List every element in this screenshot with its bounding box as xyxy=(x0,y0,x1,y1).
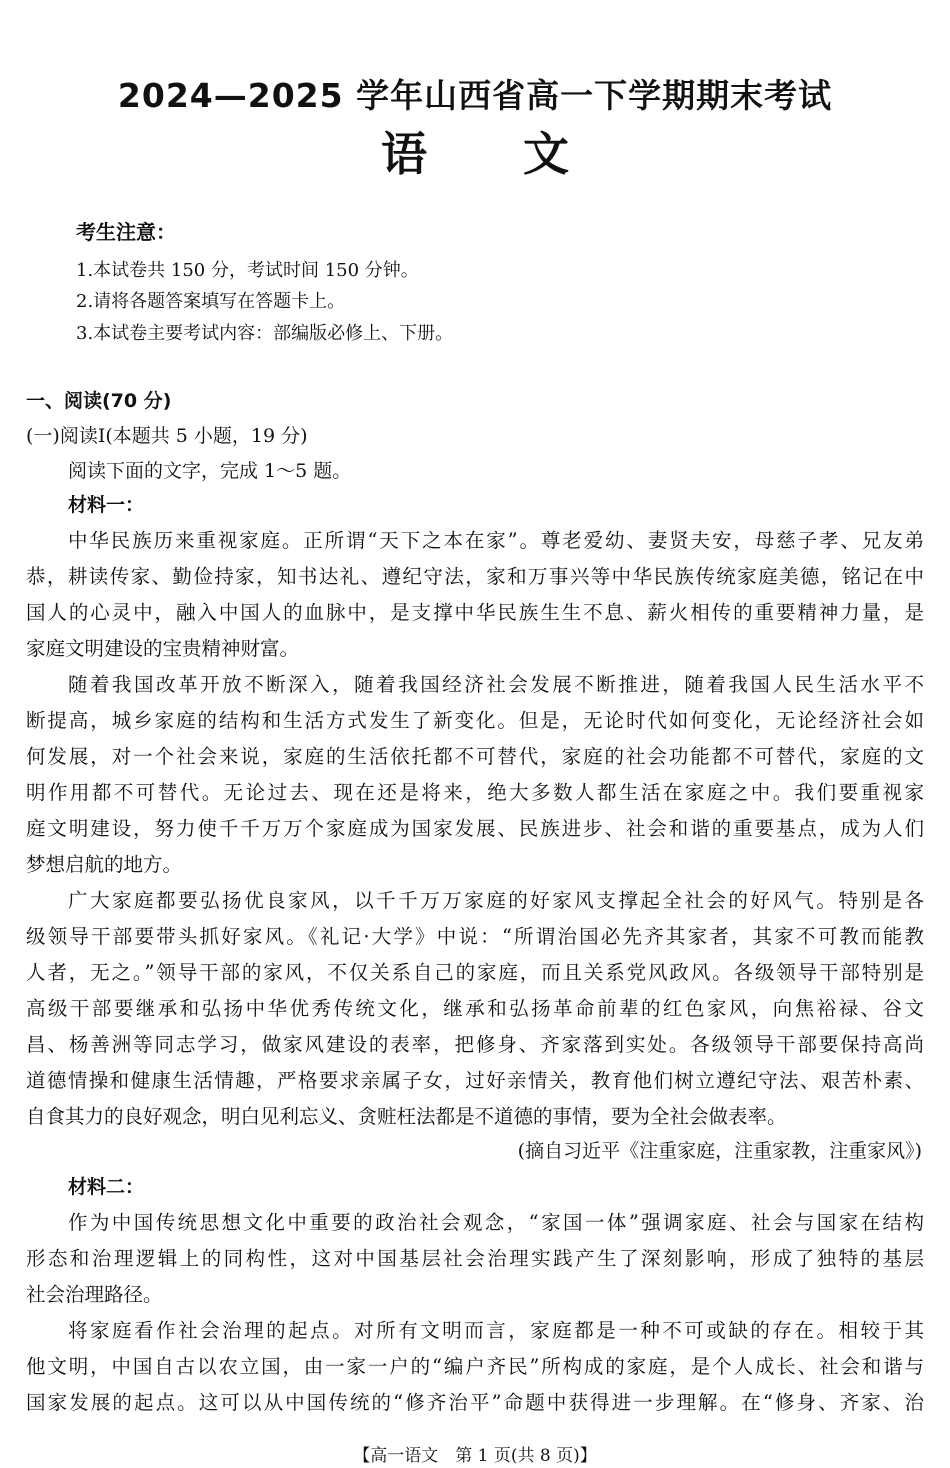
paragraph-line: 广大家庭都要弘扬优良家风，以千千万万家庭的好家风支撑起全社会的好风气。特别是各 xyxy=(68,889,924,912)
paragraph-line: 将家庭看作社会治理的起点。对所有文明而言，家庭都是一种不可或缺的存在。相较于其 xyxy=(68,1319,924,1342)
paragraph-line: 恭，耕读传家、勤俭持家，知书达礼、遵纪守法，家和万事兴等中华民族传统家庭美德，铭记在中 xyxy=(26,565,924,588)
paragraph-line: 人者，无之。”领导干部的家风，不仅关系自己的家庭，而且关系党风政风。各级领导干部特别是 xyxy=(26,961,924,984)
paragraph-line: 庭文明建设，努力使千千万万个家庭成为国家发展、民族进步、社会和谐的重要基点，成为人们 xyxy=(26,817,924,840)
notice-item: 3.本试卷主要考试内容：部编版必修上、下册。 xyxy=(76,323,454,344)
paragraph-line: 高级干部要继承和弘扬中华优秀传统文化，继承和弘扬革命前辈的红色家风，向焦裕禄、谷文 xyxy=(26,997,924,1020)
paragraph-line: 道德情操和健康生活情趣，严格要求亲属子女，过好亲情关，教育他们树立遵纪守法、艰苦朴素、 xyxy=(26,1069,924,1092)
paragraph-line: 作为中国传统思想文化中重要的政治社会观念，“家国一体”强调家庭、社会与国家在结构 xyxy=(68,1211,924,1234)
paragraph-line: 昌、杨善洲等同志学习，做家风建设的表率，把修身、齐家落到实处。各级领导干部要保持高尚 xyxy=(26,1033,924,1056)
material-one-label: 材料一： xyxy=(68,494,145,516)
subject-title: 语文 xyxy=(381,127,665,181)
paragraph-line: 何发展，对一个社会来说，家庭的生活依托都不可替代，家庭的社会功能都不可替代，家庭的文 xyxy=(26,745,924,768)
paragraph-line: 国家发展的起点。这可以从中国传统的“修齐治平”命题中获得进一步理解。在“修身、齐家、治 xyxy=(26,1391,924,1414)
notice-heading: 考生注意： xyxy=(76,220,176,244)
paragraph-line: 中华民族历来重视家庭。正所谓“天下之本在家”。尊老爱幼、妻贤夫安，母慈子孝、兄友弟 xyxy=(68,529,924,552)
section-heading: 一、阅读(70 分) xyxy=(26,390,172,412)
material-one-source: (摘自习近平《注重家庭，注重家教，注重家风》) xyxy=(517,1140,922,1162)
paragraph-line: 家庭文明建设的宝贵精神财富。 xyxy=(26,637,300,660)
notice-item: 1.本试卷共 150 分，考试时间 150 分钟。 xyxy=(76,260,419,281)
paragraph-line: 级领导干部要带头抓好家风。《礼记·大学》中说：“所谓治国必先齐其家者，其家不可教而能教 xyxy=(26,925,924,948)
paragraph-line: 国人的心灵中，融入中国人的血脉中，是支撑中华民族生生不息、薪火相传的重要精神力量，是 xyxy=(26,601,924,624)
exam-title: 2024—2025 学年山西省高一下学期期末考试 xyxy=(117,76,833,115)
paragraph-line: 社会治理路径。 xyxy=(26,1283,163,1306)
material-two-label: 材料二： xyxy=(68,1176,145,1198)
paragraph-line: 他文明，中国自古以农立国，由一家一户的“编户齐民”所构成的家庭，是个人成长、社会和谐与 xyxy=(26,1355,924,1378)
notice-item: 2.请将各题答案填写在答题卡上。 xyxy=(76,291,346,312)
paragraph-line: 形态和治理逻辑上的同构性，这对中国基层社会治理实践产生了深刻影响，形成了独特的基层 xyxy=(26,1247,924,1270)
reading-instruction: 阅读下面的文字，完成 1～5 题。 xyxy=(68,460,352,482)
section-subheading: (一)阅读Ⅰ(本题共 5 小题，19 分) xyxy=(26,425,308,447)
paragraph-line: 自食其力的良好观念，明白见利忘义、贪赃枉法都是不道德的事情，要为全社会做表率。 xyxy=(26,1105,787,1128)
paragraph-line: 随着我国改革开放不断深入，随着我国经济社会发展不断推进，随着我国人民生活水平不 xyxy=(68,673,924,696)
paragraph-line: 断提高，城乡家庭的结构和生活方式发生了新变化。但是，无论时代如何变化，无论经济社会如 xyxy=(26,709,924,732)
page-footer: 【高一语文 第 1 页(共 8 页)】 xyxy=(353,1446,597,1466)
paragraph-line: 梦想启航的地方。 xyxy=(26,853,183,876)
paragraph-line: 明作用都不可替代。无论过去、现在还是将来，绝大多数人都生活在家庭之中。我们要重视家 xyxy=(26,781,924,804)
